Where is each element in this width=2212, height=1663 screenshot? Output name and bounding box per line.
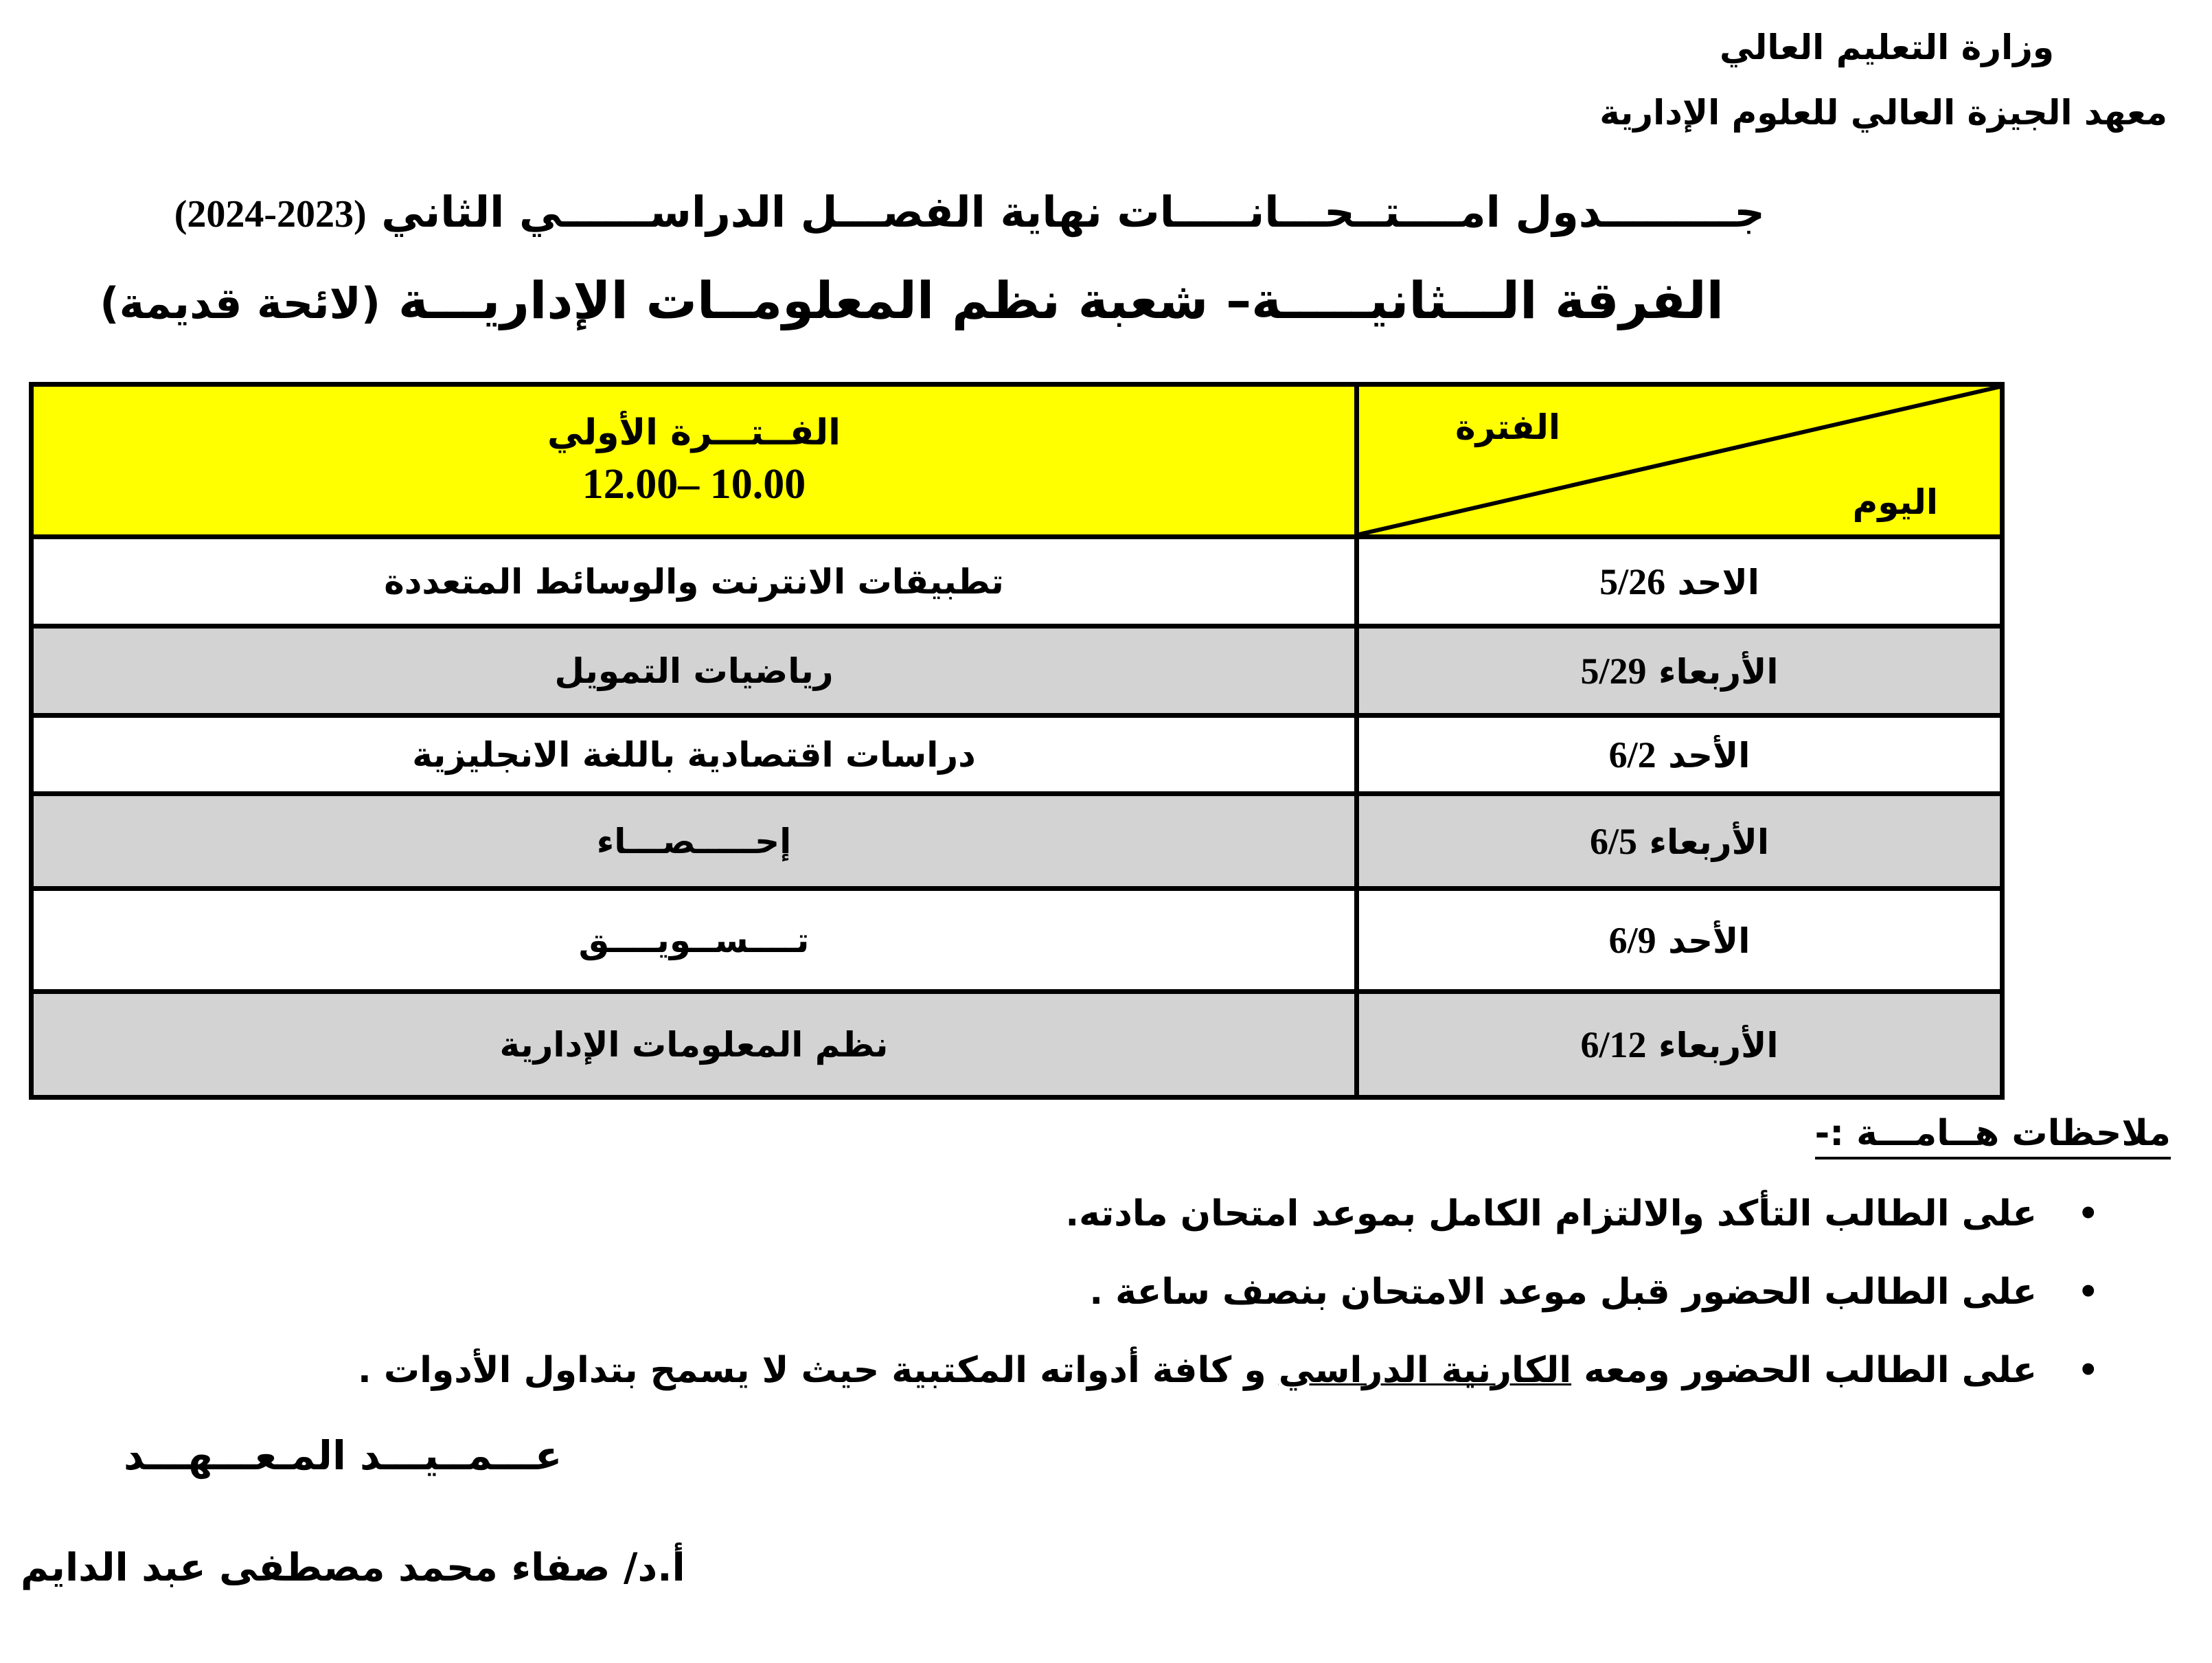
day-name: الأحد — [1668, 735, 1751, 776]
day-name: الأربعاء — [1658, 651, 1779, 692]
notes-list — [358, 1175, 2099, 1410]
exam-date: 5/26 — [1599, 561, 1666, 602]
document-subtitle — [100, 271, 1724, 330]
exam-date: 6/9 — [1608, 919, 1656, 961]
note-text-end: و كافة أدواته المكتبية حيث لا يسمح بتداول الأدوات . — [357, 1350, 1279, 1391]
day-name: الأحد — [1668, 920, 1751, 961]
day-cell — [1357, 992, 2003, 1098]
exam-schedule-table — [29, 382, 2005, 1100]
subject-cell: تطبيقات الانترنت والوسائط المتعددة — [32, 537, 1357, 626]
table-header-row — [32, 385, 2003, 537]
academic-year: (2023-2024) — [174, 193, 367, 236]
corner-header-cell — [1357, 385, 2003, 537]
day-cell — [1357, 626, 2003, 716]
dean-title: عـــمــيـــد المـعـــهـــد — [124, 1432, 562, 1479]
corner-period-label: الفترة — [1455, 407, 1560, 447]
table-row — [32, 537, 2003, 626]
day-name: الأربعاء — [1649, 822, 1769, 862]
subtitle-text: الفرقة الـــثانيـــــة– شعبة نظم المعلومــات الإداريـــة — [398, 271, 1724, 330]
day-cell — [1357, 537, 2003, 626]
regulation-qualifier: (لائحة قديمة) — [100, 278, 381, 328]
note-text-start: على الطالب الحضور ومعه — [1571, 1350, 2037, 1391]
period-label: الفــتـــرة الأولي — [547, 412, 841, 453]
day-cell — [1357, 794, 2003, 889]
note-text: على الطالب التأكد والالتزام الكامل بموعد امتحان مادته. — [1065, 1193, 2037, 1234]
note-text: على الطالب الحضور قبل موعد الامتحان بنصف ساعة . — [1089, 1271, 2037, 1313]
day-name: الأربعاء — [1658, 1025, 1779, 1065]
day-cell — [1357, 889, 2003, 992]
subject-cell: إحـــــصـــاء — [32, 794, 1357, 889]
subject-cell: رياضيات التمويل — [32, 626, 1357, 716]
exam-date: 6/2 — [1608, 734, 1656, 776]
ministry-name: وزارة التعليم العالي — [1720, 27, 2054, 67]
subject-cell: دراسات اقتصادية باللغة الانجليزية — [32, 716, 1357, 794]
institute-name: معهد الجيزة العالي للعلوم الإدارية — [1599, 93, 2167, 133]
period-time: 12.00– 10.00 — [582, 461, 806, 508]
day-cell — [1357, 716, 2003, 794]
note-item — [358, 1175, 2099, 1253]
subject-cell: نظم المعلومات الإدارية — [32, 992, 1357, 1098]
table-row — [32, 992, 2003, 1098]
bullet-icon: • — [2077, 1351, 2099, 1390]
note-item — [358, 1331, 2099, 1410]
corner-day-label: اليوم — [1852, 482, 1938, 522]
dean-name: أ.د/ صفاء محمد مصطفى عبد الدايم — [21, 1546, 685, 1590]
subject-cell: تــــســويــــق — [32, 889, 1357, 992]
document-title — [174, 187, 1765, 237]
table-row — [32, 716, 2003, 794]
bullet-icon: • — [2077, 1273, 2099, 1311]
note-text-underlined: الكارنية الدراسي — [1278, 1350, 1572, 1391]
bullet-icon: • — [2077, 1195, 2099, 1233]
period-header-cell — [32, 385, 1357, 537]
exam-date: 6/12 — [1580, 1023, 1647, 1065]
notes-heading: ملاحظات هــامـــة :- — [1815, 1113, 2171, 1159]
table-row — [32, 794, 2003, 889]
exam-date: 6/5 — [1590, 820, 1638, 862]
exam-date: 5/29 — [1580, 650, 1647, 692]
note-item — [358, 1253, 2099, 1331]
title-text: جـــــــــدول امــــتــحـــانـــــات نهاية الفصـــل الدراســــــي الثاني — [381, 187, 1765, 237]
table-row — [32, 889, 2003, 992]
table-row — [32, 626, 2003, 716]
day-name: الاحد — [1677, 562, 1759, 602]
